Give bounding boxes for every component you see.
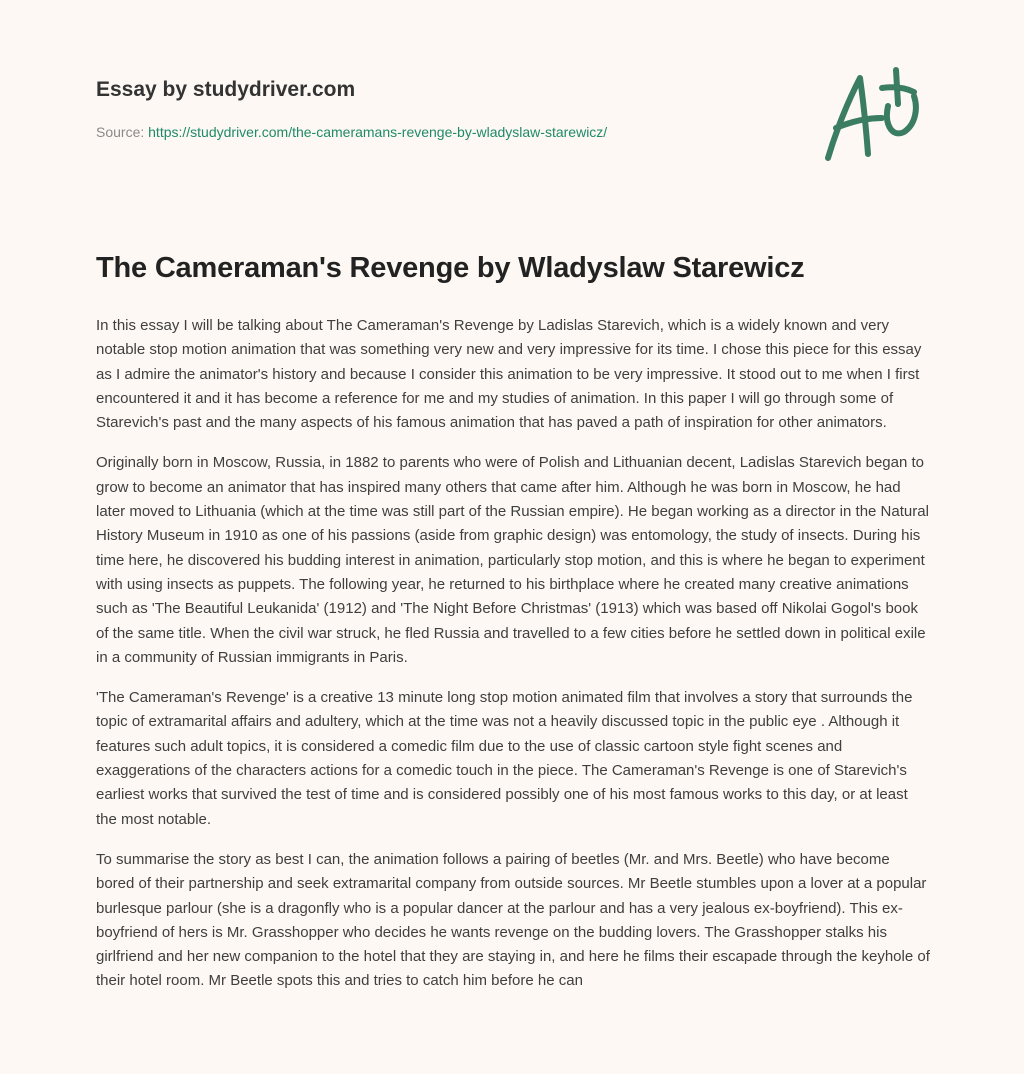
paragraph: 'The Cameraman's Revenge' is a creative 13 minute long stop motion animated film that involves a story that surrounds the topic of extramarital affairs and adultery, which at the time was not a heavily discussed topic in the public eye . Although it features such adult topics, it is considered a comedic film due to the use of classic cartoon style fight scenes and exaggerations of the characters actions for a comedic touch in the piece. The Cameraman's Revenge is one of Starevich's earliest works that survived the test of time and is considered possibly one of his most famous works to this day, or at least the most notable. bbox=[96, 689, 913, 828]
source-link[interactable]: https://studydriver.com/the-cameramans-revenge-by-wladyslaw-starewicz/ bbox=[148, 124, 608, 140]
a-plus-logo-icon bbox=[818, 66, 928, 166]
paragraph: Originally born in Moscow, Russia, in 1882 to parents who were of Polish and Lithuanian decent, Ladislas Starevich began to grow to become an animator that has inspired many others that came after him. Although he was born in Moscow, he had later moved to Lithuania (which at the time was still part of the Russian empire). He began working as a director in the Natural History Museum in 1910 as one of his passions (aside from graphic design) was entomology, the study of insects. During his time here, he discovered his budding interest in animation, particularly stop motion, and this is where he began to experiment with using insects as puppets. The following year, he returned to his birthplace where he created many creative animations such as 'The Beautiful Leukanida' (1912) and 'The Night Before Christmas' (1913) which was based off Nikolai Gogol's book of the same title. When the civil war struck, he fled Russia and travelled to a few cities before he settled down in political exile in a community of Russian immigrants in Paris. bbox=[96, 454, 929, 666]
site-title: Essay by studydriver.com bbox=[96, 78, 356, 101]
essay-title: The Cameraman's Revenge by Wladyslaw Starewicz bbox=[96, 252, 805, 284]
source-label: Source: bbox=[96, 124, 145, 140]
essay-header bbox=[96, 78, 607, 140]
source-line bbox=[96, 124, 607, 140]
essay-body bbox=[96, 314, 930, 1010]
paragraph: To summarise the story as best I can, the animation follows a pairing of beetles (Mr. and Mrs. Beetle) who have become bored of their partnership and seek extramarital company from outside sources. Mr Beetle stumbles upon a lover at a popular burlesque parlour (she is a dragonfly who is a popular dancer at the parlour and has a very jealous ex-boyfriend). This ex-boyfriend of hers is Mr. Grasshopper who decides he wants revenge on the budding lovers. The Grasshopper stalks his girlfriend and her new companion to the hotel that they are staying in, and here he films their escapade through the keyhole of their hotel room. Mr Beetle spots this and tries to catch him before he can bbox=[96, 850, 930, 990]
paragraph: In this essay I will be talking about The Cameraman's Revenge by Ladislas Starevich, which is a widely known and very notable stop motion animation that was something very new and very impressive for its time. I chose this piece for this essay as I admire the animator's history and because I consider this animation to be very impressive. It stood out to me when I first encountered it and it has become a reference for me and my studies of animation. In this paper I will go through some of Starevich's past and the many aspects of his famous animation that has paved a path of inspiration for other animators. bbox=[96, 317, 922, 432]
